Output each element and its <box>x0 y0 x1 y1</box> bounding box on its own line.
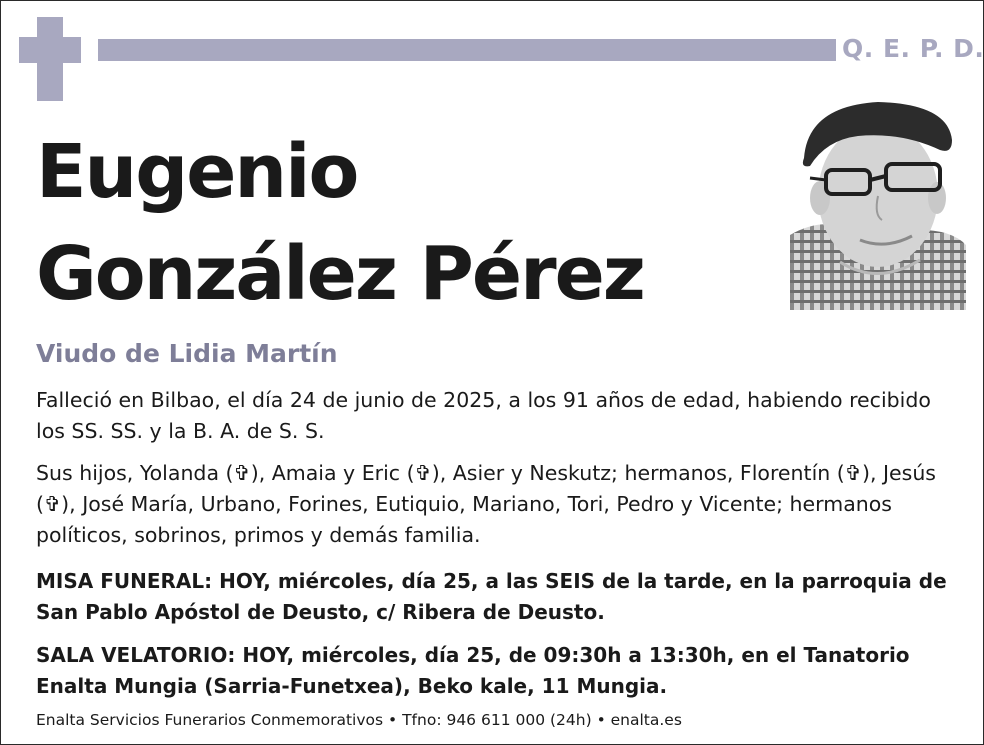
funeral-mass-paragraph: MISA FUNERAL: HOY, miércoles, día 25, a las SEIS de la tarde, en la parroquia de San Pablo Apóstol de Deusto, c/ Ribera de Deusto. <box>36 569 947 624</box>
deceased-surnames: González Pérez <box>36 231 644 317</box>
death-notice-paragraph: Falleció en Bilbao, el día 24 de junio de 2025, a los 91 años de edad, habiendo recibido los SS. SS. y la B. A. de S. S. <box>36 388 931 443</box>
wake-room-paragraph: SALA VELATORIO: HOY, miércoles, día 25, de 09:30h a 13:30h, en el Tanatorio Enalta Mungia (Sarria-Funetxea), Beko kale, 11 Mungia. <box>36 643 910 698</box>
family-paragraph: Sus hijos, Yolanda (✞), Amaia y Eric (✞), Asier y Neskutz; hermanos, Florentín (✞), Jesús (✞), José María, Urbano, Forines, Eutiquio, Mariano, Tori, Pedro y Vicente; hermanos políticos, sobrinos, primos y demás familia. <box>36 461 936 547</box>
header-bar <box>98 39 836 61</box>
funeral-home-contact: Enalta Servicios Funerarios Conmemorativos • Tfno: 946 611 000 (24h) • enalta.es <box>36 711 682 729</box>
relation-subtitle: Viudo de Lidia Martín <box>36 339 338 368</box>
qepd-label: Q. E. P. D. <box>842 34 984 63</box>
deceased-photo <box>790 100 966 310</box>
deceased-first-name: Eugenio <box>36 129 358 215</box>
